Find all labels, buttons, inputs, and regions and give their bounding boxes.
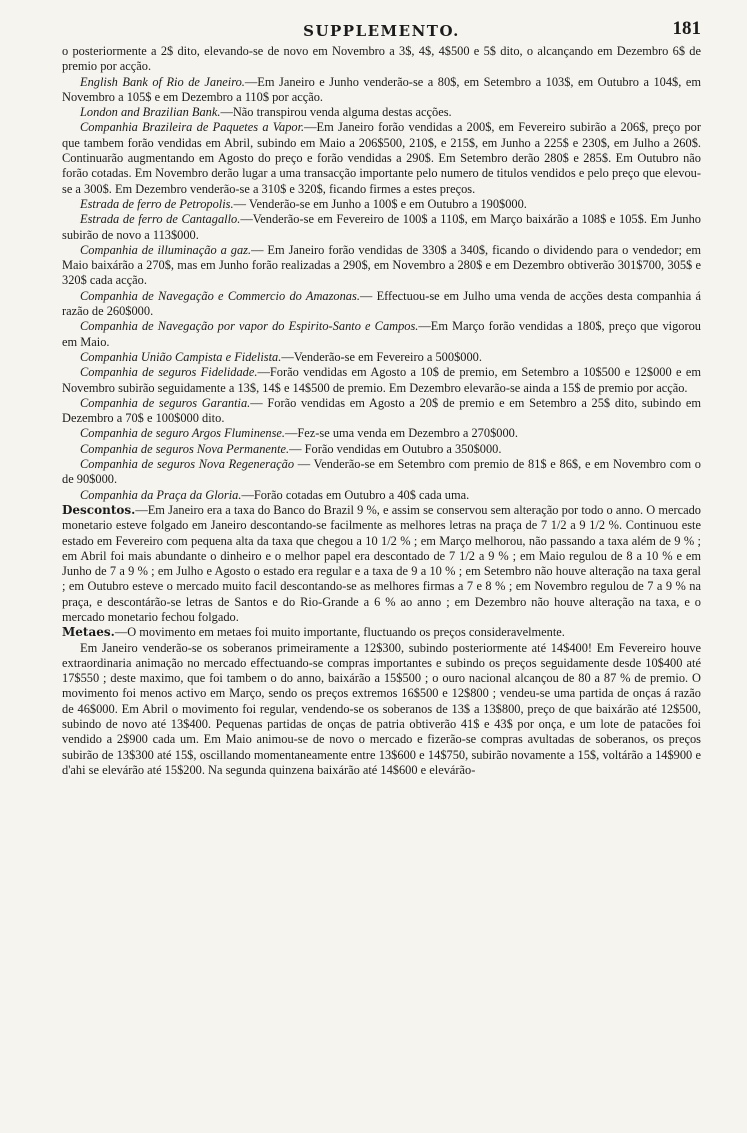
- entry-navegacao-espirito-santo: [62, 319, 701, 350]
- entry-name: Companhia de seguros Nova Permanente.: [80, 441, 290, 456]
- entry-name: Companhia União Campista e Fidelista.: [80, 349, 282, 364]
- entry-estrada-petropolis: [62, 197, 701, 212]
- entry-name: Companhia da Praça da Gloria.: [80, 487, 242, 502]
- entry-seguros-garantia: [62, 396, 701, 427]
- section-text: —O movimento em metaes foi muito importante, fluctuando os preços consideravelmente.: [114, 625, 565, 640]
- entry-english-bank: [62, 75, 701, 106]
- entry-nova-permanente: [62, 442, 701, 457]
- entry-name: Companhia de illuminação a gaz.: [80, 242, 252, 257]
- entry-illuminacao-gaz: [62, 243, 701, 289]
- entry-name: London and Brazilian Bank.: [80, 105, 221, 120]
- entry-uniao-campista: [62, 350, 701, 365]
- body-text: [62, 44, 701, 778]
- entry-name: Estrada de ferro de Cantagallo.: [80, 212, 241, 227]
- entry-name: Companhia de seguros Nova Regeneração: [80, 457, 295, 472]
- section-text: —Em Janeiro era a taxa do Banco do Brazil 9 %, e assim se conservou sem alteração por todo o anno. O mercado monetario esteve folgado em Janeiro descontando-se facilmente as melhores letras na praça de 7 1/2 a 9 1/2 %. Continuou este estado em Fevereiro com pequena alta da taxa que chegou a 10 1/2 % ; em Março melhorou, não passando a taxa além de 9 % ; em Abril foi mais abundante o dinheiro e o melhor papel era descontado de 7 1/2 a 9 % ; em Maio regulou de 8 a 10 % e em Junho de 7 a 9 % ; em Julho e Agosto o estado era regular e a taxa de 9 a 10 % ; em Setembro não houve alteração na taxa geral ; em Outubro esteve o mercado muito facil descontando-se as melhores firmas a 7 e 8 % ; em Novembro regulou de 7 a 9 % na praça, e descontárão-se letras de Santos e do Rio-Grande a 6 % ao anno ; em Dezembro não houve alteração na taxa, e o mercado monetario fechou folgado.: [62, 502, 701, 624]
- entry-text: —Não transpirou venda alguma destas acções.: [220, 105, 452, 120]
- entry-text: — Em Janeiro forão vendidas de 330$ a 340$, ficando o dividendo para o vendedor; em Maio baixárão a 270$, mas em Junho forão realizadas a 290$, em Novembro a 280$ e em Dezembro obtiverão 301$700, 305$ e 320$ cada acção.: [62, 242, 701, 288]
- entry-seguros-fidelidade: [62, 365, 701, 396]
- entry-paquetes-vapor: [62, 120, 701, 196]
- entry-navegacao-amazonas: [62, 289, 701, 320]
- entry-text: —Venderão-se em Fevereiro de 100$ a 110$, em Março baixárão a 108$ e 105$. Em Junho subirão de novo a 113$000.: [62, 212, 701, 242]
- paragraph-continuation: [62, 44, 701, 75]
- entry-name: Companhia de Navegação por vapor do Espirito-Santo e Campos.: [80, 319, 419, 334]
- entry-text: — Venderão-se em Junho a 100$ e em Outubro a 190$000.: [233, 196, 527, 211]
- entry-argos-fluminense: [62, 426, 701, 441]
- entry-name: Companhia Brazileira de Paquetes a Vapor.: [80, 120, 305, 135]
- entry-text: —Em Janeiro e Junho venderão-se a 80$, em Setembro a 103$, em Outubro a 104$, em Novembro a 105$ e em Dezembro a 110$ por acção.: [62, 74, 701, 104]
- entry-text: —Venderão-se em Fevereiro a 500$000.: [281, 349, 482, 364]
- entry-text: —Em Janeiro forão vendidas a 200$, em Fevereiro subirão a 206$, preço por que tambem forão vendidas em Abril, subindo em Maio a 206$500, 210$, e 215$, em Junho a 225$ e 230$, em Julho a 260$. Continuarão augmentando em Agosto do preço e forão vendidas a 290$. Em Setembro derão 280$ e 285$. Em Outubro não forão cotadas. Em Novembro derão lugar a uma transacção importante pelo numero de titulos vendidos e pelo preço que elevou-se a 300$. Em Dezembro venderão-se a 310$ e 320$, ficando firmes a estes preços.: [62, 120, 701, 196]
- paragraph-metaes-detail: [62, 641, 701, 779]
- section-heading: Descontos.: [62, 502, 136, 517]
- entry-text: — Forão vendidas em Agosto a 20$ de premio e em Setembro a 25$ dito, subindo em Dezembro a 70$ e 100$000 dito.: [62, 395, 701, 426]
- entry-estrada-cantagallo: [62, 212, 701, 243]
- paragraph-text: o posteriormente a 2$ dito, elevando-se de novo em Novembro a 3$, 4$, 4$500 e 5$ dito, o alcançando em Dezembro 6$ de premio por acção.: [62, 44, 701, 74]
- section-descontos: [62, 503, 701, 625]
- entry-name: Companhia de seguro Argos Fluminense.: [80, 426, 286, 441]
- entry-london-brazilian-bank: [62, 105, 701, 120]
- entry-text: —Forão cotadas em Outubro a 40$ cada uma.: [241, 487, 470, 502]
- entry-name: Estrada de ferro de Petropolis.: [80, 196, 234, 211]
- section-heading: Metaes.: [62, 625, 115, 640]
- entry-text: —Em Março forão vendidas a 180$, preço que vigorou em Maio.: [62, 319, 701, 349]
- paragraph-text: Em Janeiro venderão-se os soberanos primeiramente a 12$300, subindo posteriormente até 14$400! Em Fevereiro houve extraordinaria animação no mercado effectuando-se compras importantes e subindo os preços seguidamente desde 10$400 até 17$550 ; deste maximo, que foi tambem o do anno, baixárão a 15$500 ; o ouro nacional alcançou de 80 a 87 % de premio. O movimento foi menos activo em Março, sendo os preços extremos 16$500 e 12$800 ; vendeu-se uma partida de onças á razão de 46$000. Em Abril o movimento foi regular, vendendo-se os soberanos de 13$ a 13$800, preço de que baixárão até 12$500, subindo de novo até 13$400. Pequenas partidas de onças de patria obtiverão 41$ e 43$ por onça, e um lote de patacões foi vendido a 2$900 cada um. Em Maio animou-se de novo o mercado e fizerão-se compras avultadas de soberanos, os preços subirão de 13$300 até 15$, oscillando momentaneamente entre 13$600 e 14$750, subirão novamente a 15$, voltárão a 14$900 e d'ahi se elevárão até 15$200. Na segunda quinzena baixárão até 14$600 e elevárão-: [62, 640, 701, 777]
- section-metaes: [62, 625, 701, 640]
- entry-text: —Fez-se uma venda em Dezembro a 270$000.: [285, 426, 518, 441]
- entry-text: — Effectuou-se em Julho uma venda de acções desta companhia á razão de 260$000.: [62, 288, 701, 319]
- running-title: SUPPLEMENTO.: [303, 22, 460, 40]
- entry-name: Companhia de Navegação e Commercio do Amazonas.: [80, 288, 360, 303]
- entry-name: English Bank of Rio de Janeiro.: [80, 74, 245, 89]
- entry-text: —Forão vendidas em Agosto a 10$ de premio, em Setembro a 10$500 e 12$000 e em Novembro subirão seguidamente a 13$, 14$ e 14$500 de premio. Em Dezembro elevarão-se ainda a 15$ de premio por acção.: [62, 365, 702, 395]
- entry-text: — Venderão-se em Setembro com premio de 81$ e 86$, e em Novembro com o de 90$000.: [62, 457, 701, 487]
- entry-text: — Forão vendidas em Outubro a 350$000.: [289, 441, 502, 456]
- entry-name: Companhia de seguros Garantia.: [80, 395, 251, 410]
- page-number: 181: [672, 18, 701, 39]
- entry-nova-regeneracao: [62, 457, 701, 488]
- entry-name: Companhia de seguros Fidelidade.: [80, 365, 258, 380]
- entry-praca-gloria: [62, 488, 701, 503]
- page-header: [62, 14, 701, 44]
